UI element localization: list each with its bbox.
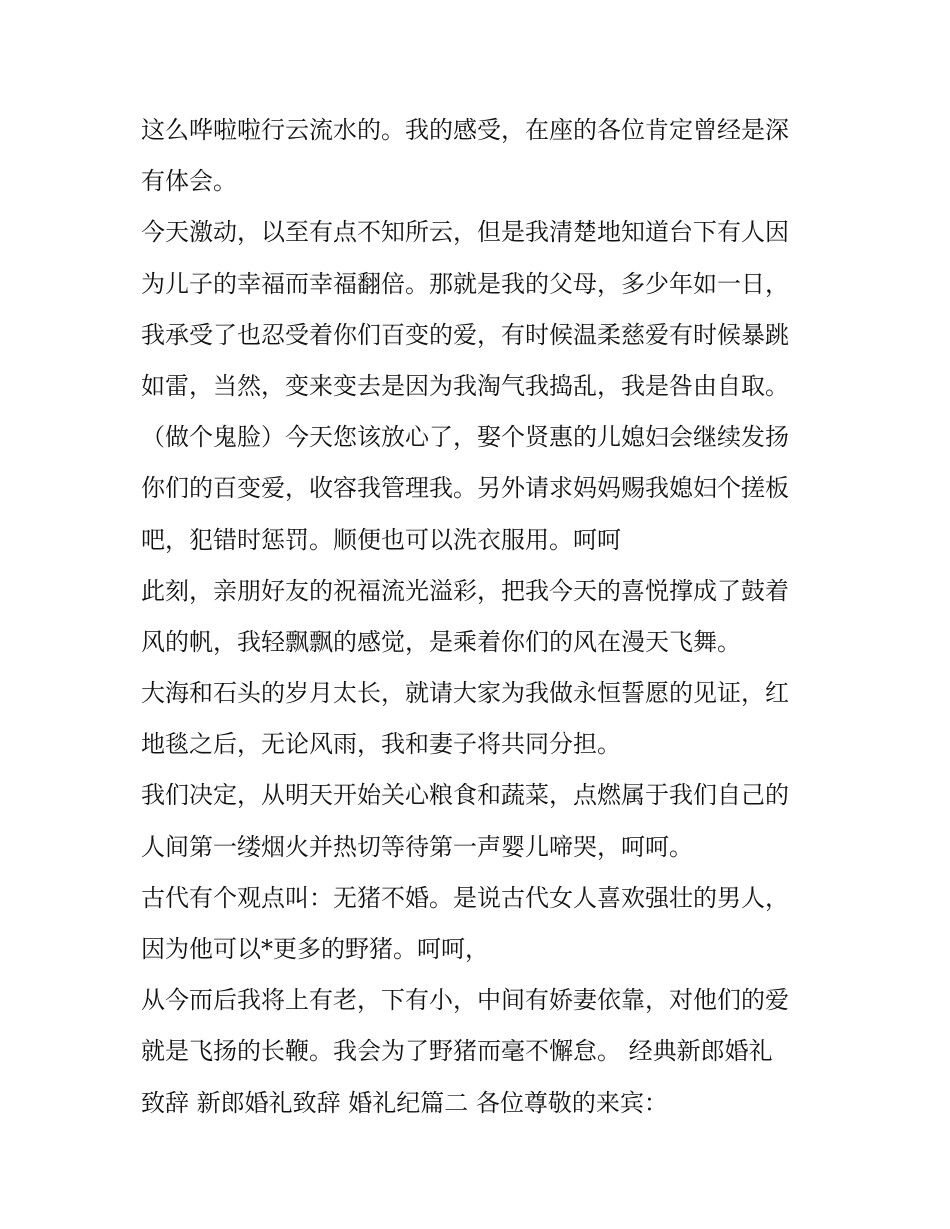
text-line: 吧，犯错时惩罚。顺便也可以洗衣服用。呵呵 — [141, 525, 621, 554]
text-line: 我们决定，从明天开始关心粮食和蔬菜，点燃属于我们自己的 — [141, 781, 789, 810]
text-line: 人间第一缕烟火并热切等待第一声婴儿啼哭，呵呵。 — [141, 832, 693, 861]
text-line: （做个鬼脸）今天您该放心了，娶个贤惠的儿媳妇会继续发扬 — [141, 423, 789, 452]
text-line: 如雷，当然，变来变去是因为我淘气我捣乱，我是咎由自取。 — [141, 371, 789, 400]
text-line: 致辞 新郎婚礼致辞 婚礼纪篇二 各位尊敬的来宾： — [141, 1088, 668, 1117]
text-line: 今天激动，以至有点不知所云，但是我清楚地知道台下有人因 — [141, 218, 789, 247]
text-line: 这么哗啦啦行云流水的。我的感受，在座的各位肯定曾经是深 — [141, 116, 789, 144]
text-line: 为儿子的幸福而幸福翻倍。那就是我的父母，多少年如一日， — [141, 269, 789, 298]
text-line: 我承受了也忍受着你们百变的爱，有时候温柔慈爱有时候暴跳 — [141, 320, 789, 349]
text-line: 你们的百变爱，收容我管理我。另外请求妈妈赐我媳妇个搓板 — [141, 474, 789, 503]
text-line: 风的帆，我轻飘飘的感觉，是乘着你们的风在漫天飞舞。 — [141, 627, 741, 656]
text-line: 就是飞扬的长鞭。我会为了野猪而毫不懈怠。 经典新郎婚礼 — [141, 1037, 773, 1066]
text-line: 从今而后我将上有老，下有小，中间有娇妻依靠，对他们的爱 — [141, 986, 789, 1015]
text-line: 地毯之后，无论风雨，我和妻子将共同分担。 — [141, 730, 621, 759]
text-line: 因为他可以*更多的野猪。呵呵， — [141, 935, 489, 963]
text-line: 此刻，亲朋好友的祝福流光溢彩，把我今天的喜悦撑成了鼓着 — [141, 576, 789, 605]
body-text — [141, 105, 821, 1129]
text-line: 大海和石头的岁月太长，就请大家为我做永恒誓愿的见证，红 — [141, 679, 789, 708]
text-line: 古代有个观点叫：无猪不婚。是说古代女人喜欢强壮的男人， — [141, 883, 789, 912]
text-line: 有体会。 — [141, 167, 237, 196]
